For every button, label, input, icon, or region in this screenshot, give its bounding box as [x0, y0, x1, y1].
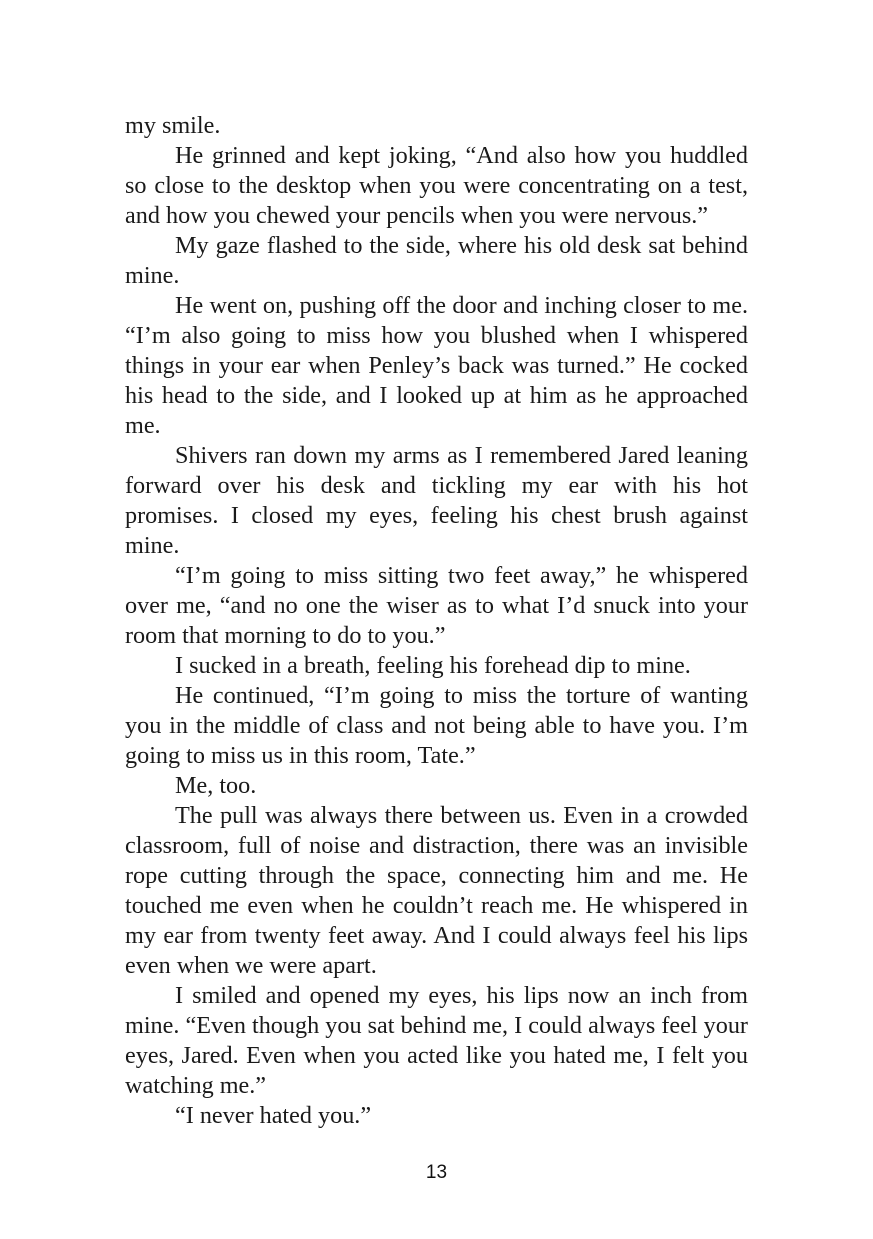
paragraph: Shivers ran down my arms as I remembered Jared leaning forward over his desk and tickling my ear with his hot promises. I closed my eyes, feeling his chest brush against mine.: [125, 442, 748, 559]
paragraph: I sucked in a breath, feeling his forehead dip to mine.: [175, 652, 691, 679]
paragraph: “I’m going to miss sitting two feet away,” he whispered over me, “and no one the wiser as to what I’d snuck into your room that morning to do to you.”: [125, 562, 748, 649]
paragraph: “I never hated you.”: [175, 1102, 372, 1129]
paragraph: He went on, pushing off the door and inching closer to me. “I’m also going to miss how you blushed when I whispered things in your ear when Penley’s back was turned.” He cocked his head to the side, and I looked up at him as he approached me.: [125, 292, 748, 439]
paragraph: He grinned and kept joking, “And also how you huddled so close to the desktop when you were concentrating on a test, and how you chewed your pencils when you were nervous.”: [125, 142, 748, 229]
page-body: [125, 111, 748, 1131]
paragraph: I smiled and opened my eyes, his lips now an inch from mine. “Even though you sat behind me, I could always feel your eyes, Jared. Even when you acted like you hated me, I felt you watching me.”: [125, 982, 748, 1099]
paragraph: my smile.: [125, 112, 221, 139]
page-number: 13: [425, 1162, 448, 1183]
paragraph: My gaze flashed to the side, where his old desk sat behind mine.: [125, 232, 748, 289]
paragraph: He continued, “I’m going to miss the torture of wanting you in the middle of class and not being able to have you. I’m going to miss us in this room, Tate.”: [125, 682, 748, 769]
paragraph: The pull was always there between us. Even in a crowded classroom, full of noise and distraction, there was an invisible rope cutting through the space, connecting him and me. He touched me even when he couldn’t reach me. He whispered in my ear from twenty feet away. And I could always feel his lips even when we were apart.: [125, 802, 748, 979]
paragraph: Me, too.: [175, 772, 257, 799]
